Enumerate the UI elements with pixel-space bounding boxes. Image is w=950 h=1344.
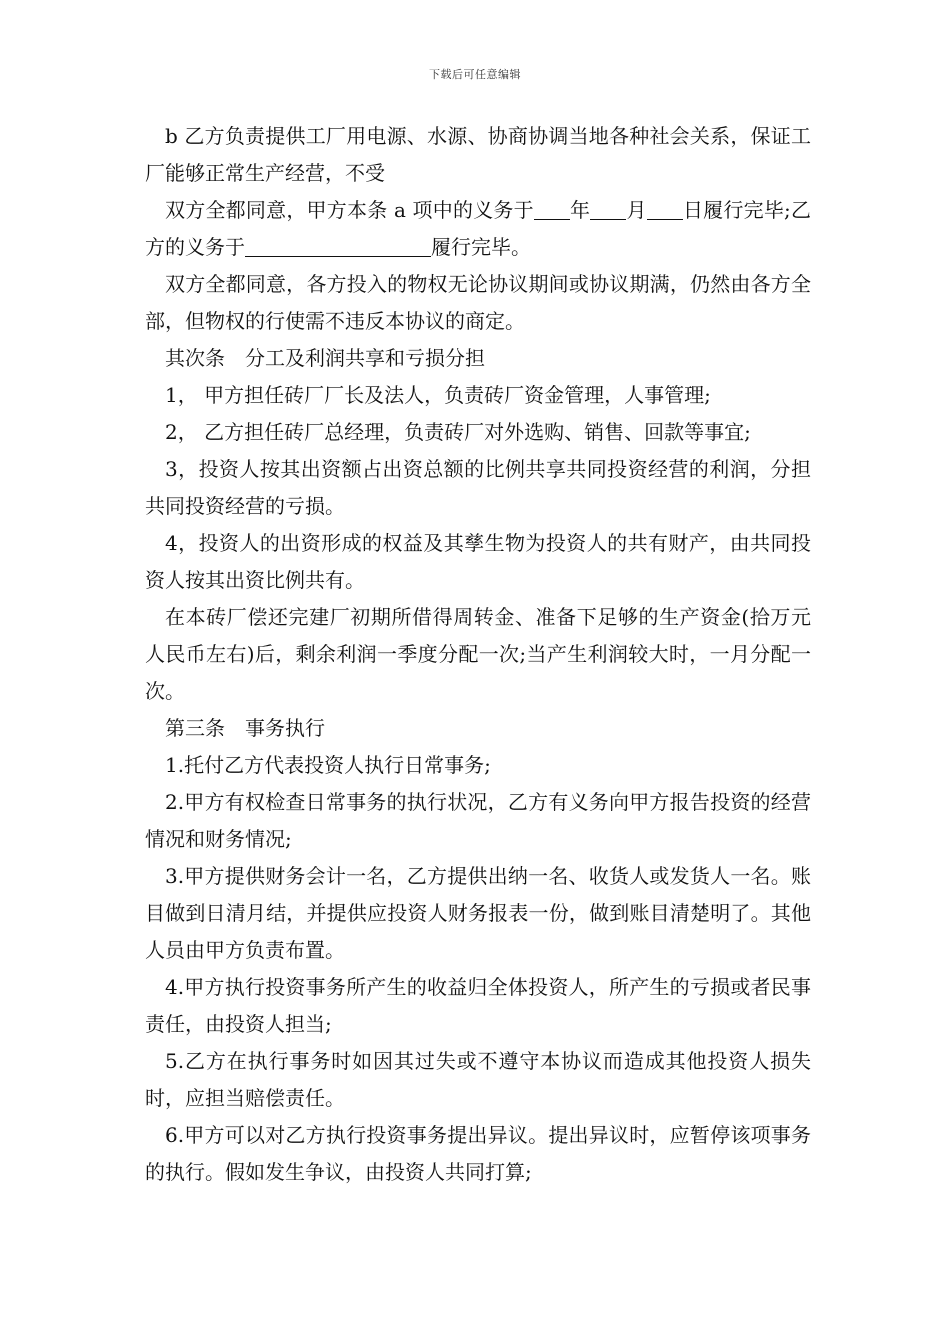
paragraph-article-2-item-4: 4，投资人的出资形成的权益及其孳生物为投资人的共有财产，由共同投资人按其出资比例共有。 [145,531,811,592]
paragraph-article-3-item-2: 2.甲方有权检查日常事务的执行状况，乙方有义务向甲方报告投资的经营情况和财务情况; [145,790,811,851]
page-header: 下载后可任意编辑 [429,68,521,81]
paragraph-article-3-item-6: 6.甲方可以对乙方执行投资事务提出异议。提出异议时，应暂停该项事务的执行。假如发生争议，由投资人共同打算; [145,1123,811,1184]
year-blank [534,197,570,220]
paragraph-article-3-item-5: 5.乙方在执行事务时如因其过失或不遵守本协议而造成其他投资人损失时，应担当赔偿责任。 [145,1049,811,1110]
month-label: 月 [626,198,647,222]
day-label: 日履行完毕;乙方的义务于 [145,198,812,259]
year-label: 年 [569,198,591,222]
article-2-title: 其次条 [165,346,225,370]
party-b-date-blank [245,234,431,257]
paragraph-completion-dates [145,192,811,266]
paragraph-party-b-duties: b 乙方负责提供工厂用电源、水源、协商协调当地各种社会关系，保证工厂能够正常生产经营，不受 [145,124,811,185]
completion-text-end: 履行完毕。 [431,235,531,259]
paragraph-article-3-item-4: 4.甲方执行投资事务所产生的收益归全体投资人，所产生的亏损或者民事责任，由投资人担当; [145,975,811,1036]
paragraph-article-3-item-3: 3.甲方提供财务会计一名，乙方提供出纳一名、收货人或发货人一名。账目做到日清月结，并提供应投资人财务报表一份，做到账目清楚明了。其他人员由甲方负责布置。 [145,864,811,962]
paragraph-article-2-item-3: 3，投资人按其出资额占出资总额的比例共享共同投资经营的利润，分担共同投资经营的亏损。 [145,457,811,518]
article-3-heading [145,710,811,747]
document-body [145,118,811,1191]
month-blank [590,197,626,220]
article-3-title: 第三条 [165,716,225,740]
day-blank [647,197,683,220]
paragraph-profit-distribution: 在本砖厂偿还完建厂初期所借得周转金、准备下足够的生产资金(拾万元人民币左右)后，剩余利润一季度分配一次;当产生利润较大时，一月分配一次。 [145,605,811,703]
paragraph-article-2-item-1: 1， 甲方担任砖厂厂长及法人，负责砖厂资金管理，人事管理; [165,383,711,407]
article-3-subtitle: 事务执行 [245,716,325,740]
paragraph-article-2-item-2: 2， 乙方担任砖厂总经理，负责砖厂对外选购、销售、回款等事宜; [165,420,751,444]
paragraph-article-3-item-1: 1.托付乙方代表投资人执行日常事务; [165,753,491,777]
article-2-heading [145,340,811,377]
completion-text-a: 双方全都同意，甲方本条 a 项中的义务于 [165,198,534,222]
paragraph-property-rights: 双方全都同意，各方投入的物权无论协议期间或协议期满，仍然由各方全部，但物权的行使需不违反本协议的商定。 [145,272,811,333]
article-2-subtitle: 分工及利润共享和亏损分担 [245,346,485,370]
